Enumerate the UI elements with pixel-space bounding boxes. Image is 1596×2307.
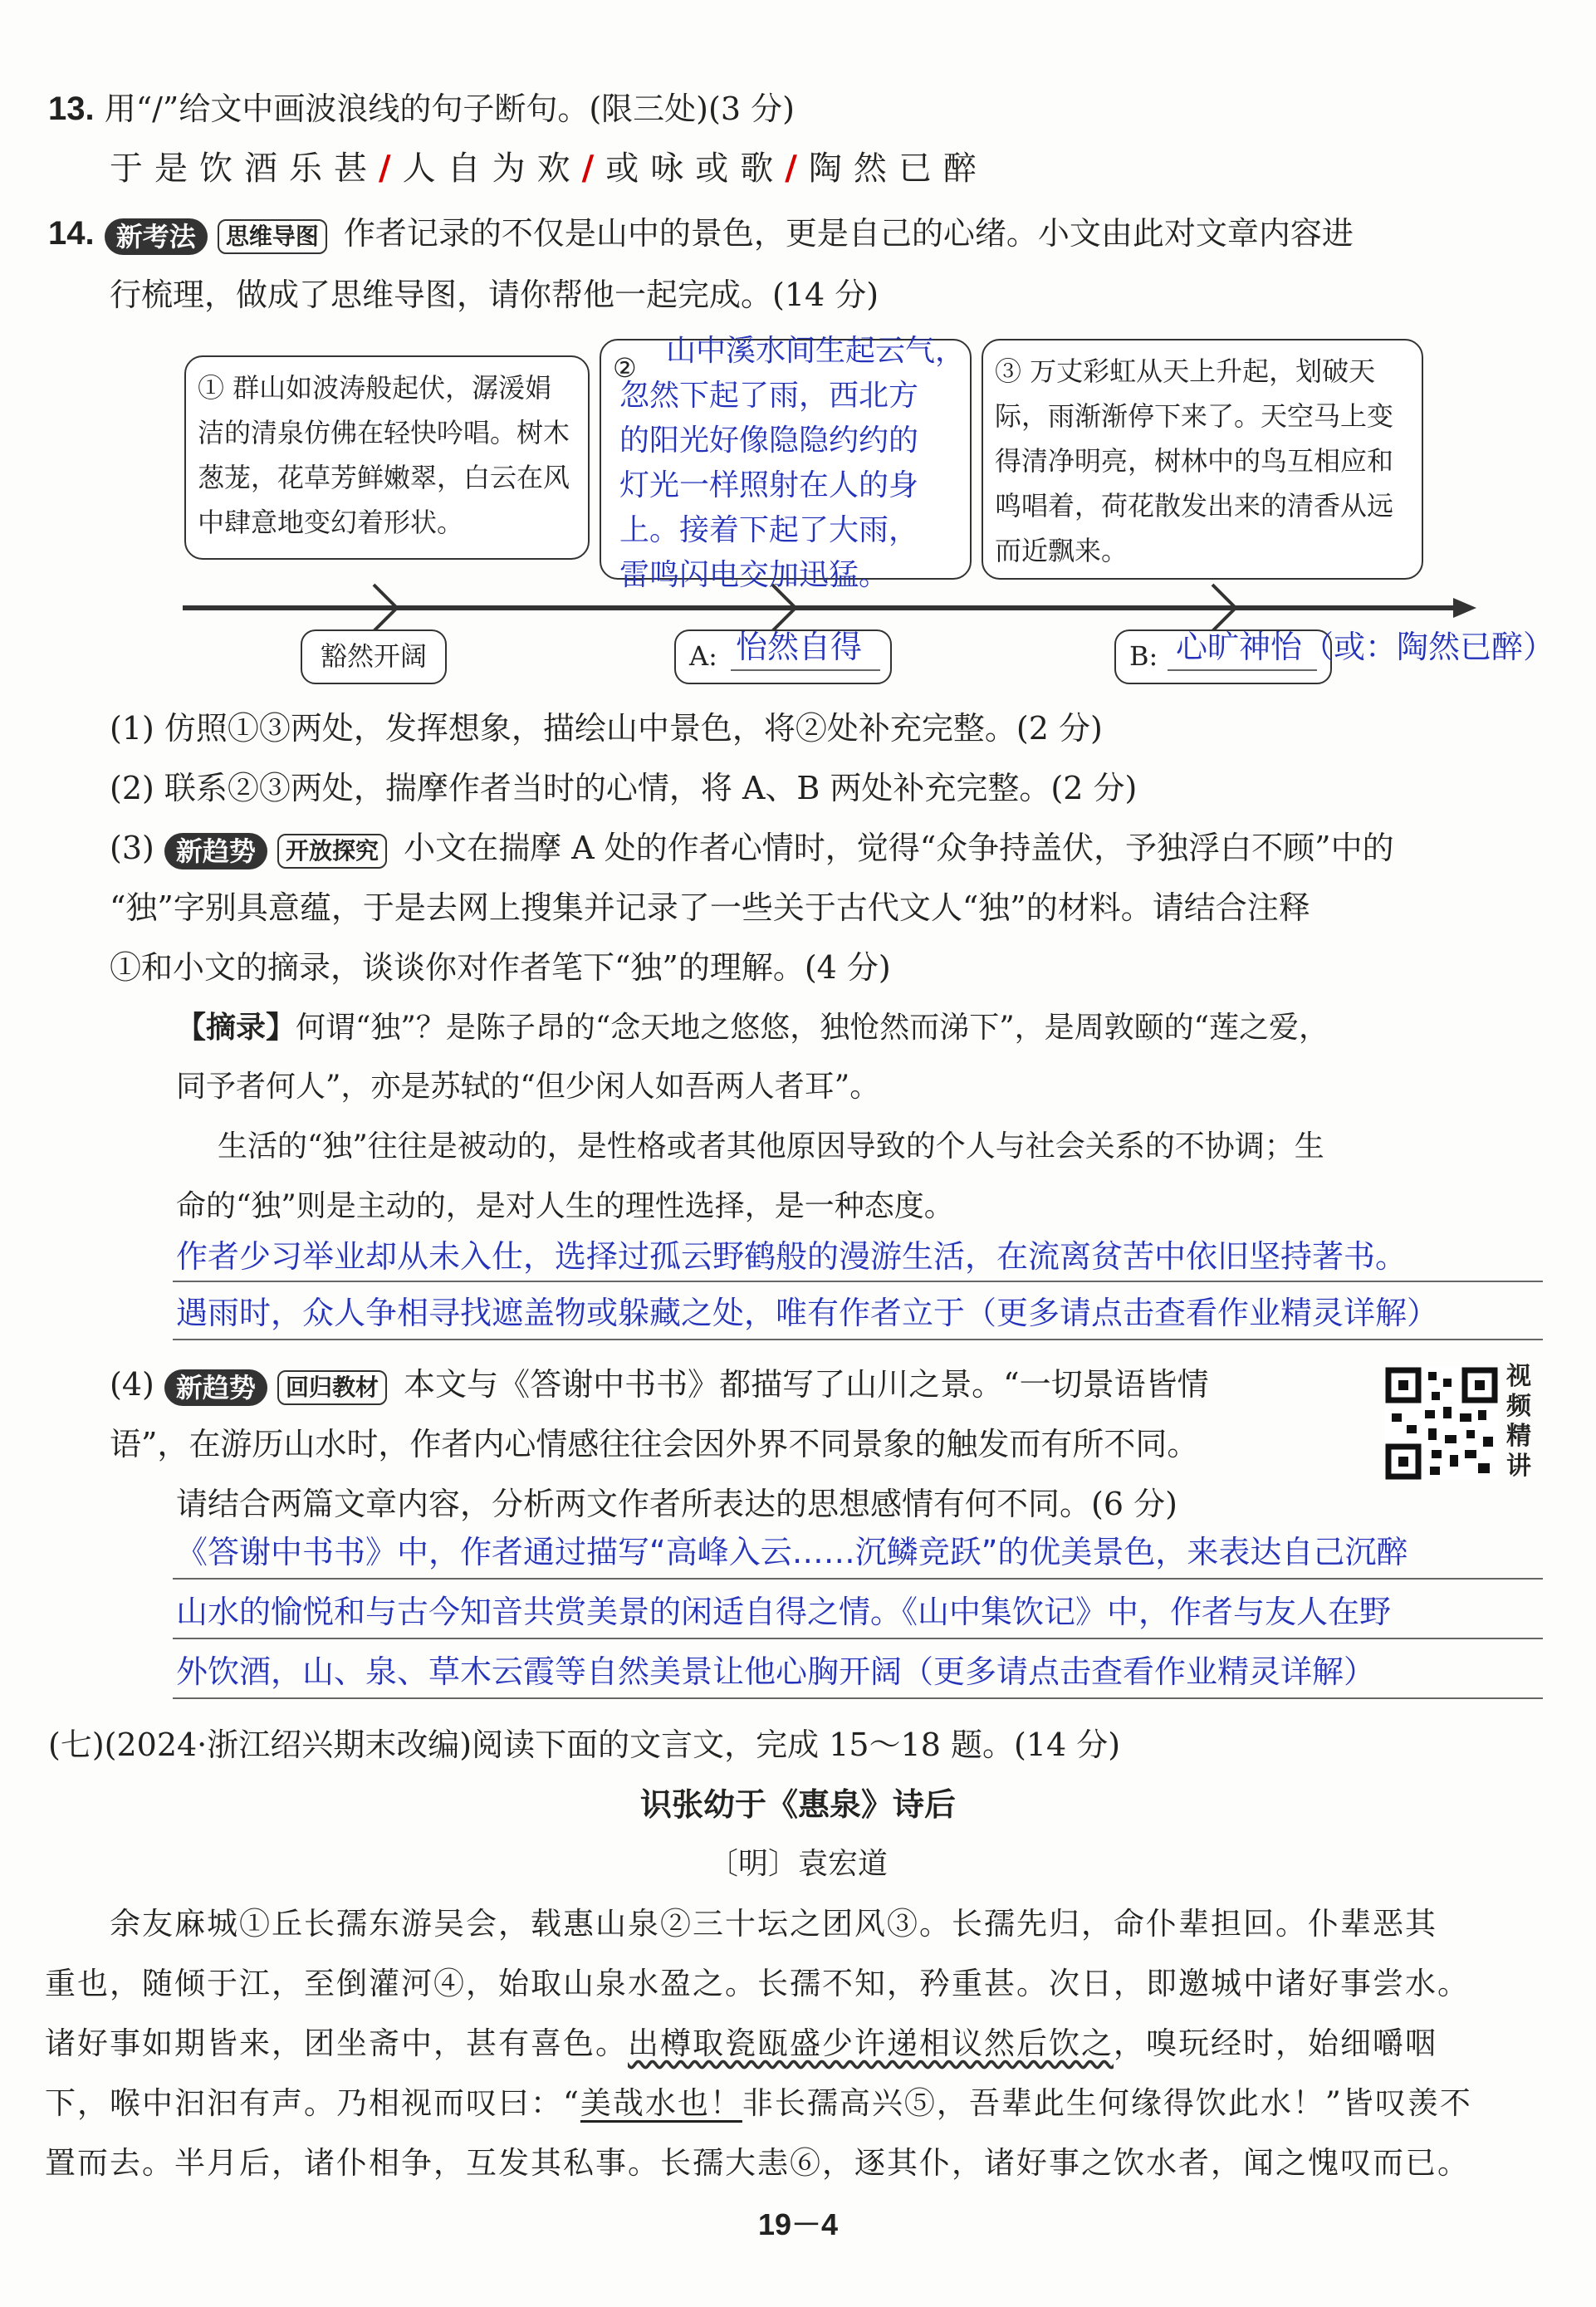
sub-q3-answer-2: 遇雨时，众人争相寻找遮盖物或躲藏之处，唯有作者立于（更多请点击查看作业精灵详解） bbox=[176, 1295, 1439, 1331]
node-b-blank bbox=[1168, 669, 1317, 671]
q13-number-label: 13. bbox=[48, 91, 95, 127]
q13-prompt: 用“/”给文中画波浪线的句子断句。(限三处)(3 分) bbox=[104, 91, 795, 127]
q13-seg3: 或咏或歌 bbox=[605, 149, 786, 188]
node-a-answer: 怡然自得 bbox=[736, 629, 863, 665]
excerpt-line4: 命的“独”则是主动的，是对人生的理性选择，是一种态度。 bbox=[176, 1189, 954, 1223]
sub-q1: (1) 仿照①③两处，发挥想象，描绘山中景色，将②处补充完整。(2 分) bbox=[110, 710, 1103, 747]
answer-rule-3 bbox=[173, 1578, 1543, 1580]
sub-q4-line1 bbox=[110, 1365, 1209, 1406]
node-1: 豁然开阔 bbox=[301, 629, 447, 684]
q13-mark-3: / bbox=[785, 149, 809, 188]
excerpt-text-1: 何谓“独”？是陈子昂的“念天地之悠悠，独怆然而涕下”，是周敦颐的“莲之爱， bbox=[296, 1011, 1329, 1045]
node-b-label: B: bbox=[1129, 640, 1158, 672]
article-p5: 置而去。半月后，诸仆相争，互发其私事。长孺大恚⑥，逐其仆，诸好事之饮水者，闻之愧叹而已。 bbox=[45, 2145, 1470, 2181]
article-author: 〔明〕袁宏道 bbox=[707, 1847, 888, 1881]
q13-mark-1: / bbox=[379, 149, 403, 188]
node-a-label: A: bbox=[689, 640, 717, 672]
box2-answer-1: 山中溪水间生起云气， bbox=[666, 334, 966, 368]
sub-q4-line3: 请结合两篇文章内容，分析两文作者所表达的思想感情有何不同。(6 分) bbox=[176, 1486, 1177, 1522]
sub-q3-answer-1: 作者少习举业却从未入仕，选择过孤云野鹤般的漫游生活，在流离贫苦中依旧坚持著书。 bbox=[176, 1238, 1408, 1275]
node-a-blank bbox=[731, 669, 880, 671]
tag-new-trend-4: 新趋势 bbox=[164, 1369, 267, 1406]
article-p3a: 诸好事如期皆来，团坐斋中，甚有喜色。 bbox=[45, 2025, 628, 2061]
tag-new-method: 新考法 bbox=[105, 218, 208, 255]
tag-back-to-textbook: 回归教材 bbox=[277, 1370, 387, 1405]
article-p3 bbox=[45, 2025, 1437, 2063]
box2-label: ② bbox=[613, 352, 637, 384]
article-underlined: 美哉水也！ bbox=[580, 2085, 742, 2121]
mindmap-box-1: ① 群山如波涛般起伏，潺湲娟洁的清泉仿佛在轻快吟唱。树木葱茏，花草芳鲜嫩翠，白云在风中肆意地变幻着形状。 bbox=[184, 355, 590, 560]
article-p1: 余友麻城①丘长孺东游吴会，载惠山泉②三十坛之团风③。长孺先归，命仆辈担回。仆辈恶其 bbox=[110, 1906, 1437, 1942]
article-p4a: 下，喉中汩汩有声。乃相视而叹曰：“ bbox=[45, 2085, 580, 2121]
excerpt-label: 【摘录】 bbox=[176, 1010, 296, 1045]
answer-rule-2 bbox=[173, 1339, 1543, 1340]
article-p4b: 非长孺高兴⑤，吾辈此生何缘得饮此水！”皆叹羡不 bbox=[742, 2085, 1472, 2121]
q13-seg4: 陶然已醉 bbox=[808, 149, 988, 188]
q13-seg2: 人自为欢 bbox=[402, 149, 582, 188]
node-b-answer: 心旷神怡（或：陶然已醉） bbox=[1176, 629, 1555, 665]
answer-rule-5 bbox=[173, 1697, 1543, 1699]
article-p3c: ，嗅玩经时，始细嚼咽 bbox=[1114, 2025, 1437, 2061]
page-number: 19－4 bbox=[757, 2207, 839, 2241]
sub-q4-answer-2: 山水的愉悦和与古今知音共赏美景的闲适自得之情。《山中集饮记》中，作者与友人在野 bbox=[176, 1594, 1392, 1630]
q13-prompt-line bbox=[48, 90, 795, 128]
q14-number: 14. bbox=[48, 215, 95, 252]
excerpt-line1 bbox=[176, 1008, 1329, 1047]
answer-rule-1 bbox=[173, 1281, 1543, 1282]
box2-answer bbox=[619, 329, 965, 598]
sub-q3-line3: ①和小文的摘录，谈谈你对作者笔下“独”的理解。(4 分) bbox=[110, 949, 891, 986]
article-title: 识张幼于《惠泉》诗后 bbox=[639, 1786, 956, 1823]
sub-q4-text-1: 本文与《答谢中书书》都描写了山川之景。“一切景语皆情 bbox=[404, 1366, 1209, 1403]
article-p4 bbox=[45, 2084, 1472, 2123]
q13-sentence bbox=[110, 149, 988, 188]
box2-answer-4: 灯光一样照射在人的身 bbox=[619, 468, 919, 502]
excerpt-line3: 生活的“独”往往是被动的，是性格或者其他原因导致的个人与社会关系的不协调；生 bbox=[218, 1129, 1324, 1163]
sub-q3-line2: “独”字别具意蕴，于是去网上搜集并记录了一些关于古代文人“独”的材料。请结合注释 bbox=[110, 889, 1310, 926]
q13-seg1: 于是饮酒乐甚 bbox=[110, 149, 379, 188]
mindmap-box-3: ③ 万丈彩虹从天上升起，划破天际，雨渐渐停下来了。天空马上变得清净明亮，树林中的鸟互相应和鸣唱着，荷花散发出来的清香从远而近飘来。 bbox=[982, 339, 1423, 580]
answer-rule-4 bbox=[173, 1638, 1543, 1639]
sub-q3-text-1: 小文在揣摩 A 处的作者心情时，觉得“众争持盖伏，予独浮白不顾”中的 bbox=[404, 830, 1394, 866]
q14-intro-1: 作者记录的不仅是山中的景色，更是自己的心绪。小文由此对文章内容进 bbox=[343, 215, 1354, 252]
tag-new-trend-3: 新趋势 bbox=[164, 833, 267, 869]
q13-mark-2: / bbox=[581, 149, 606, 188]
excerpt-line2: 同予者何人”，亦是苏轼的“但少闲人如吾两人者耳”。 bbox=[176, 1070, 880, 1104]
q14-intro-line1 bbox=[48, 214, 1354, 255]
sub-q3-line1 bbox=[110, 829, 1394, 869]
qr-code-icon[interactable] bbox=[1385, 1367, 1498, 1480]
tag-mindmap: 思维导图 bbox=[218, 219, 327, 254]
sub-q4-number: (4) bbox=[110, 1366, 154, 1403]
box2-answer-6: 雷鸣闪电交加迅猛。 bbox=[619, 558, 889, 592]
section7-header: (七)(2024·浙江绍兴期末改编)阅读下面的文言文，完成 15～18 题。(14 分) bbox=[48, 1727, 1121, 1763]
article-p2: 重也，随倾于江，至倒灌河④，始取山泉水盈之。长孺不知，矜重甚。次日，即邀城中诸好事尝水。 bbox=[45, 1966, 1470, 2001]
sub-q2: (2) 联系②③两处，揣摩作者当时的心情，将 A、B 两处补充完整。(2 分) bbox=[110, 770, 1138, 806]
sub-q4-line2: 语”，在游历山水时，作者内心情感往往会因外界不同景象的触发而有所不同。 bbox=[110, 1426, 1199, 1462]
box2-answer-3: 的阳光好像隐隐约约的 bbox=[619, 424, 919, 458]
sub-q3-number: (3) bbox=[110, 830, 154, 866]
sub-q4-answer-1: 《答谢中书书》中，作者通过描写“高峰入云……沉鳞竞跃”的优美景色，来表达自己沉醉 bbox=[176, 1534, 1408, 1570]
sub-q4-answer-3: 外饮酒，山、泉、草木云霞等自然美景让他心胸开阔（更多请点击查看作业精灵详解） bbox=[176, 1653, 1376, 1690]
box2-answer-2: 忽然下起了雨，西北方 bbox=[619, 379, 919, 413]
qr-caption: 视频精讲 bbox=[1506, 1362, 1531, 1481]
q14-intro-2: 行梳理，做成了思维导图，请你帮他一起完成。(14 分) bbox=[110, 277, 879, 313]
tag-open-explore: 开放探究 bbox=[277, 834, 387, 869]
timeline-arrowhead bbox=[1453, 598, 1476, 618]
article-wavy-sentence: 出樽取瓷瓯盛少许递相议然后饮之 bbox=[628, 2025, 1114, 2061]
box2-answer-5: 上。接着下起了大雨， bbox=[619, 513, 919, 547]
